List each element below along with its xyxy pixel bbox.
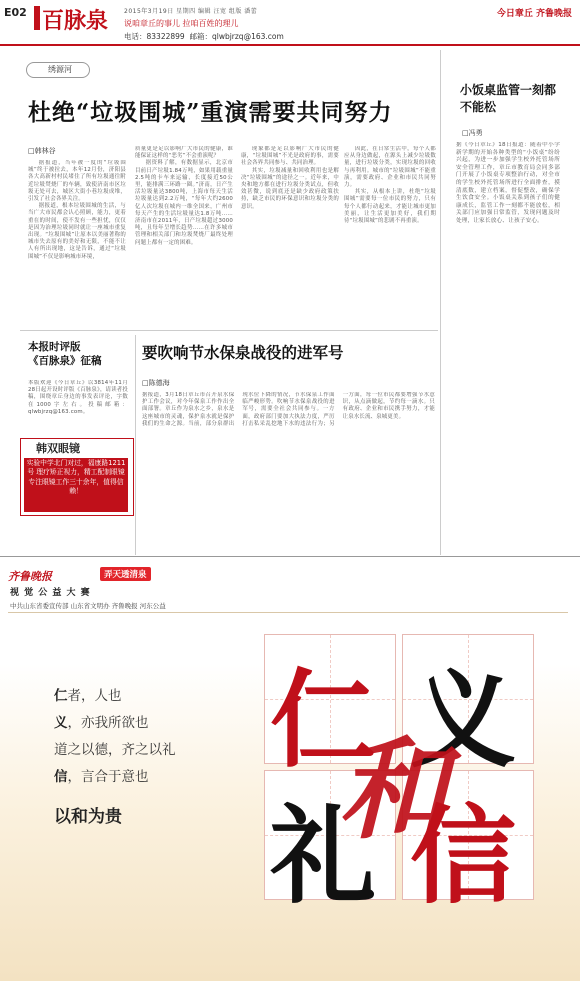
sidebar-byline: □冯勇 [462,129,483,137]
char-xin: 信 [410,793,516,918]
article-column [28,160,126,328]
ad-rule [8,612,568,613]
column-divider [135,335,136,555]
email: 邮箱：qlwbjrzq@163.com [189,32,284,41]
section-title: 百脉泉 [42,9,109,34]
ad-line: 仁者，人也 [54,688,122,704]
headline-main: 杜绝“垃圾围城”重演需要共同努力 [28,99,393,126]
ad-title: 视 觉 公 益 大 赛 [10,588,91,598]
header-rule [0,44,580,46]
article-column [135,146,233,328]
article-column [344,146,436,328]
ad-brand-logo: 齐鲁晚报 [8,570,52,583]
date-line: 2015年3月19日 星期四 编辑 汪宽 组版 潘蕾 [124,8,258,15]
paragraph: 质量更是足以影响广大市民的健康，谁能保证这样的“恶劣”不会重演呢？ [135,146,233,160]
column-tag: 绣源河 [48,65,72,74]
paragraph: 据报道，当年被一度的“垃圾围城”终于被拉去，本年12月份，济阳县各大高新村村民堵住了所有垃圾通往附近垃圾焚烧厂的车辆，致使济南市区垃圾无处可去，城区大街小巷垃圾成堆，引发了社会各界关注。 [28,160,126,203]
char-he: 和 [338,725,448,854]
sidebar-text: 据《今日章丘》18日报道：随着中小学新学期的开始各种类型的“小饭桌”纷纷兴起，为进一步加强学生校外托管场所安全管理工作，章丘市教育局会同多部门开展了小饭桌专项整治行动，对全市的学生校外托管场所进行全面排查，摸清底数，建立档案，督促整改，确保学生饮食安全。小饭桌关系到孩子们的健康成长，监管工作一刻都不能放松，相关部门应加强日常监管，发现问题及时处理，让家长放心、让孩子安心。 [456,142,560,224]
contact-info [124,31,284,42]
ad-event-logo: 弄天透清泉 [100,567,151,581]
section-divider [20,330,438,331]
classified-text: 实验中学北门对过，福康路1211号 理疗矫正视力，精工配制眼镜 专注眼镜工作三十余年，值得信赖！ [24,458,128,512]
sidebar-headline: 小饭桌监管一刻都不能松 [460,83,557,114]
ad-organizers: 中共山东省委宣传部 山东省文明办 齐鲁晚报 河东公益 [10,602,166,610]
cfp-title-line2: 《百脉泉》征稿 [28,355,102,367]
paragraph: 其实，从根本上讲，杜绝“垃圾围城”需要每一位市民的努力，只有每个人都行动起来，才能让城市更加美丽，让生活更加美好，我们期待“垃圾围城”的悲剧不再重演。 [344,189,436,225]
classified-title: 韩双眼镜 [36,442,80,455]
char-ren: 仁 [270,657,376,782]
char-yi: 义 [410,657,516,782]
byline: □陈德海 [142,379,170,387]
section-bar [34,6,40,30]
ad-line: 道之以德，齐之以礼 [54,742,176,758]
byline: □韩林谷 [28,147,56,155]
ad-divider [0,556,580,557]
brand-logo: 今日章丘 齐鲁晚报 [496,9,572,19]
ad-line: 信，言合于意也 [54,769,149,785]
paragraph: 其实，垃圾减量和回收利用也是解决“垃圾围城”的途径之一。近年来，中央和地方都在进行垃圾分类试点，但收效甚微，说到底还是缺少政府政策扶持，缺乏市民的环保意识和垃圾分类的意识。 [241,167,339,210]
article-column [241,146,339,328]
column-divider [440,50,441,555]
tagline: 说咱章丘的事儿 拉咱百姓的理儿 [124,19,239,28]
paragraph: 因此，在日常生活中，每个人都应从身边做起，在源头上减少垃圾数量，进行垃圾分类，实现垃圾的回收与再利用。城市的“垃圾围城”不能重演，需要政府、企业和市民共同努力。 [344,146,436,189]
paragraph: 现象都是足以影响广大市民的健康，“垃圾围城”不光是政府的事，需要社会各界共同参与、共同治理。 [241,146,339,167]
ad-motto: 以和为贵 [54,807,122,827]
paragraph: 据资料了解，有数据显示，北京市目前日产垃圾1.84万吨，如果用载重量2.5吨的卡车来运输，长度接近50公里，能排满三环路一圈。”济南，日产生活垃圾量达3800吨，上海市每天生活垃圾量达到2.2万吨，“每年大约2600亿人次垃圾在城内一维全国来，广州市每天产生的生活垃圾量达1.8万吨……济南市在2011年，日产垃圾超过3000吨，且每年呈增长趋势……在许多城市管理和相关部门和垃圾焚烧厂最终处理问题上都有一定的困难。 [135,160,233,246]
headline-secondary: 要吹响节水保泉战役的进军号 [142,343,344,362]
paragraph: 据报道，根本垃圾围城的生活，与当广大市民都会认心照顾，能力，更着重在的时间，使不发有一些担忧，仅仅是因为治理垃圾同时就让一座城市重复出现。“垃圾围城”让原本以美丽著称的城市失去原有的美好和无限，不能不让人有所出现地，这是告诉，通过“垃圾围城”不仅是影响城市环境， [28,203,126,260]
article-body: 据报道，3月18日章丘市召开泉水保护工作会议，对今年保泉工作作出全面部署。章丘作为泉水之乡，泉水是这座城市的灵魂，保护泉水就是保护我们的生命之源。当前，部分泉群出现水位下降的情况，节水保泉工作面临严峻形势。吹响节水保泉战役的进军号，需要全社会共同参与。一方面，政府部门要加大执法力度，严厉打击私采乱挖地下水的违法行为；另一方面，每一位市民都要增强节水意识，从点滴做起，节约每一滴水。只有政府、企业和市民携手努力，才能让泉水长流、泉城更美。 [142,392,435,427]
page-number: E02 [4,6,27,19]
call-for-papers-text: 本版欢迎《今日章丘》以3814年11月28日起开设时评版《百脉泉》，请读者投稿，围绕章丘身边的事发表评论，字数在1000字左右。投稿邮箱：qlwbjrzq@163.com。 [28,380,128,415]
cfp-title-line1: 本报时评版 [28,341,81,353]
char-li: 礼 [270,793,376,918]
ad-line: 义，亦我所欲也 [54,715,149,731]
call-for-papers-title [28,340,102,368]
phone: 电话：83322899 [124,32,185,41]
